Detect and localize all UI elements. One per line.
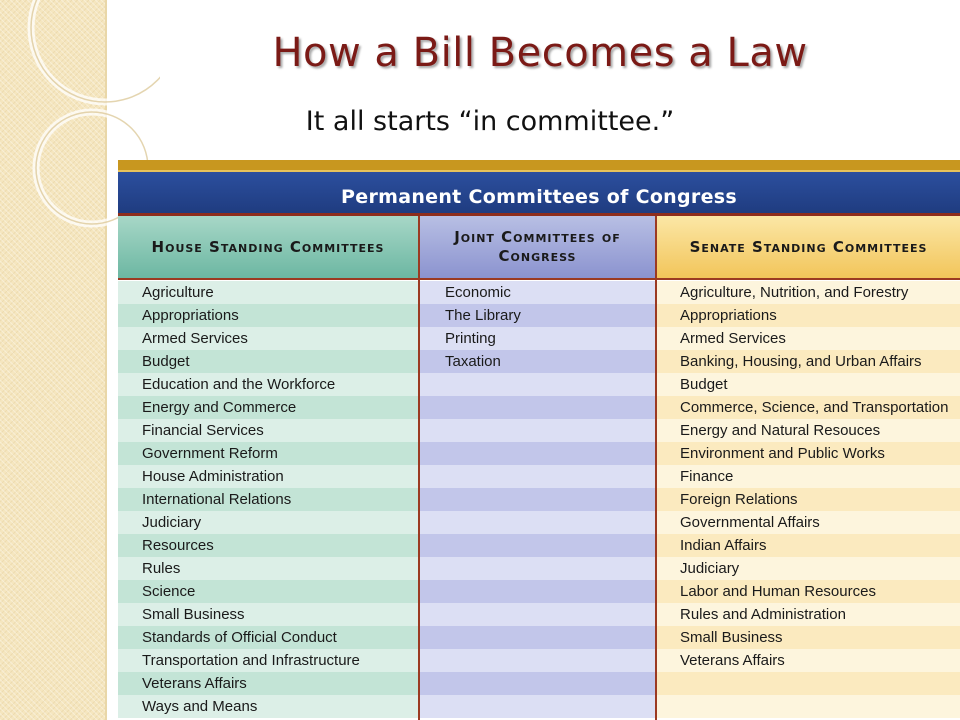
house-committee-row: Science	[118, 580, 418, 603]
house-committee-row: Rules	[118, 557, 418, 580]
table-top-bar	[118, 160, 960, 170]
joint-committee-row	[420, 419, 655, 442]
joint-committee-row	[420, 649, 655, 672]
senate-committee-row: Armed Services	[657, 327, 960, 350]
senate-committee-row: Banking, Housing, and Urban Affairs	[657, 350, 960, 373]
house-committee-row: Ways and Means	[118, 695, 418, 718]
joint-committee-row	[420, 373, 655, 396]
house-committee-row: Financial Services	[118, 419, 418, 442]
joint-committee-row	[420, 511, 655, 534]
senate-committee-row: Veterans Affairs	[657, 649, 960, 672]
joint-committee-row	[420, 534, 655, 557]
joint-committee-row: Economic	[420, 281, 655, 304]
house-committee-row: Armed Services	[118, 327, 418, 350]
slide-subtitle: It all starts “in committee.”	[305, 106, 675, 137]
house-committee-row: International Relations	[118, 488, 418, 511]
senate-committee-row: Environment and Public Works	[657, 442, 960, 465]
joint-committee-row	[420, 442, 655, 465]
senate-committees-list	[657, 280, 960, 720]
house-committee-row: Education and the Workforce	[118, 373, 418, 396]
house-committee-row: Transportation and Infrastructure	[118, 649, 418, 672]
senate-committee-row	[657, 695, 960, 718]
house-committee-row: Standards of Official Conduct	[118, 626, 418, 649]
house-committee-row: Veterans Affairs	[118, 672, 418, 695]
joint-committee-row	[420, 465, 655, 488]
house-committee-row: Budget	[118, 350, 418, 373]
senate-committee-row: Rules and Administration	[657, 603, 960, 626]
house-column-heading: House Standing Committees	[118, 216, 420, 280]
senate-committee-row: Labor and Human Resources	[657, 580, 960, 603]
joint-committees-list	[420, 280, 657, 720]
senate-committee-row: Small Business	[657, 626, 960, 649]
senate-committee-row: Judiciary	[657, 557, 960, 580]
senate-committee-row: Governmental Affairs	[657, 511, 960, 534]
table-header-band	[118, 170, 960, 216]
senate-committee-row: Appropriations	[657, 304, 960, 327]
joint-committee-row	[420, 580, 655, 603]
joint-committee-row: Taxation	[420, 350, 655, 373]
joint-committee-row: The Library	[420, 304, 655, 327]
house-committee-row: House Administration	[118, 465, 418, 488]
house-committee-row: Small Business	[118, 603, 418, 626]
senate-committee-row: Budget	[657, 373, 960, 396]
joint-committee-row	[420, 626, 655, 649]
senate-committee-row	[657, 672, 960, 695]
senate-committee-row: Agriculture, Nutrition, and Forestry	[657, 281, 960, 304]
joint-committee-row	[420, 557, 655, 580]
joint-committee-row	[420, 603, 655, 626]
senate-committee-row: Energy and Natural Resouces	[657, 419, 960, 442]
table-title: Permanent Committees of Congress	[341, 186, 737, 208]
house-committee-row: Government Reform	[118, 442, 418, 465]
house-committee-row: Agriculture	[118, 281, 418, 304]
senate-column-heading: Senate Standing Committees	[657, 216, 960, 280]
senate-committee-row: Commerce, Science, and Transportation	[657, 396, 960, 419]
joint-column-heading: Joint Committees of Congress	[420, 216, 657, 280]
house-committee-row: Judiciary	[118, 511, 418, 534]
senate-committee-row: Indian Affairs	[657, 534, 960, 557]
joint-committee-row	[420, 695, 655, 718]
house-committee-row: Resources	[118, 534, 418, 557]
slide-title: How a Bill Becomes a Law	[272, 30, 808, 76]
house-committee-row: Energy and Commerce	[118, 396, 418, 419]
house-committee-row: Appropriations	[118, 304, 418, 327]
joint-committee-row	[420, 672, 655, 695]
joint-committee-row	[420, 488, 655, 511]
joint-committee-row: Printing	[420, 327, 655, 350]
joint-committee-row	[420, 396, 655, 419]
committees-table	[118, 160, 960, 720]
house-committees-list	[118, 280, 420, 720]
senate-committee-row: Finance	[657, 465, 960, 488]
senate-committee-row: Foreign Relations	[657, 488, 960, 511]
